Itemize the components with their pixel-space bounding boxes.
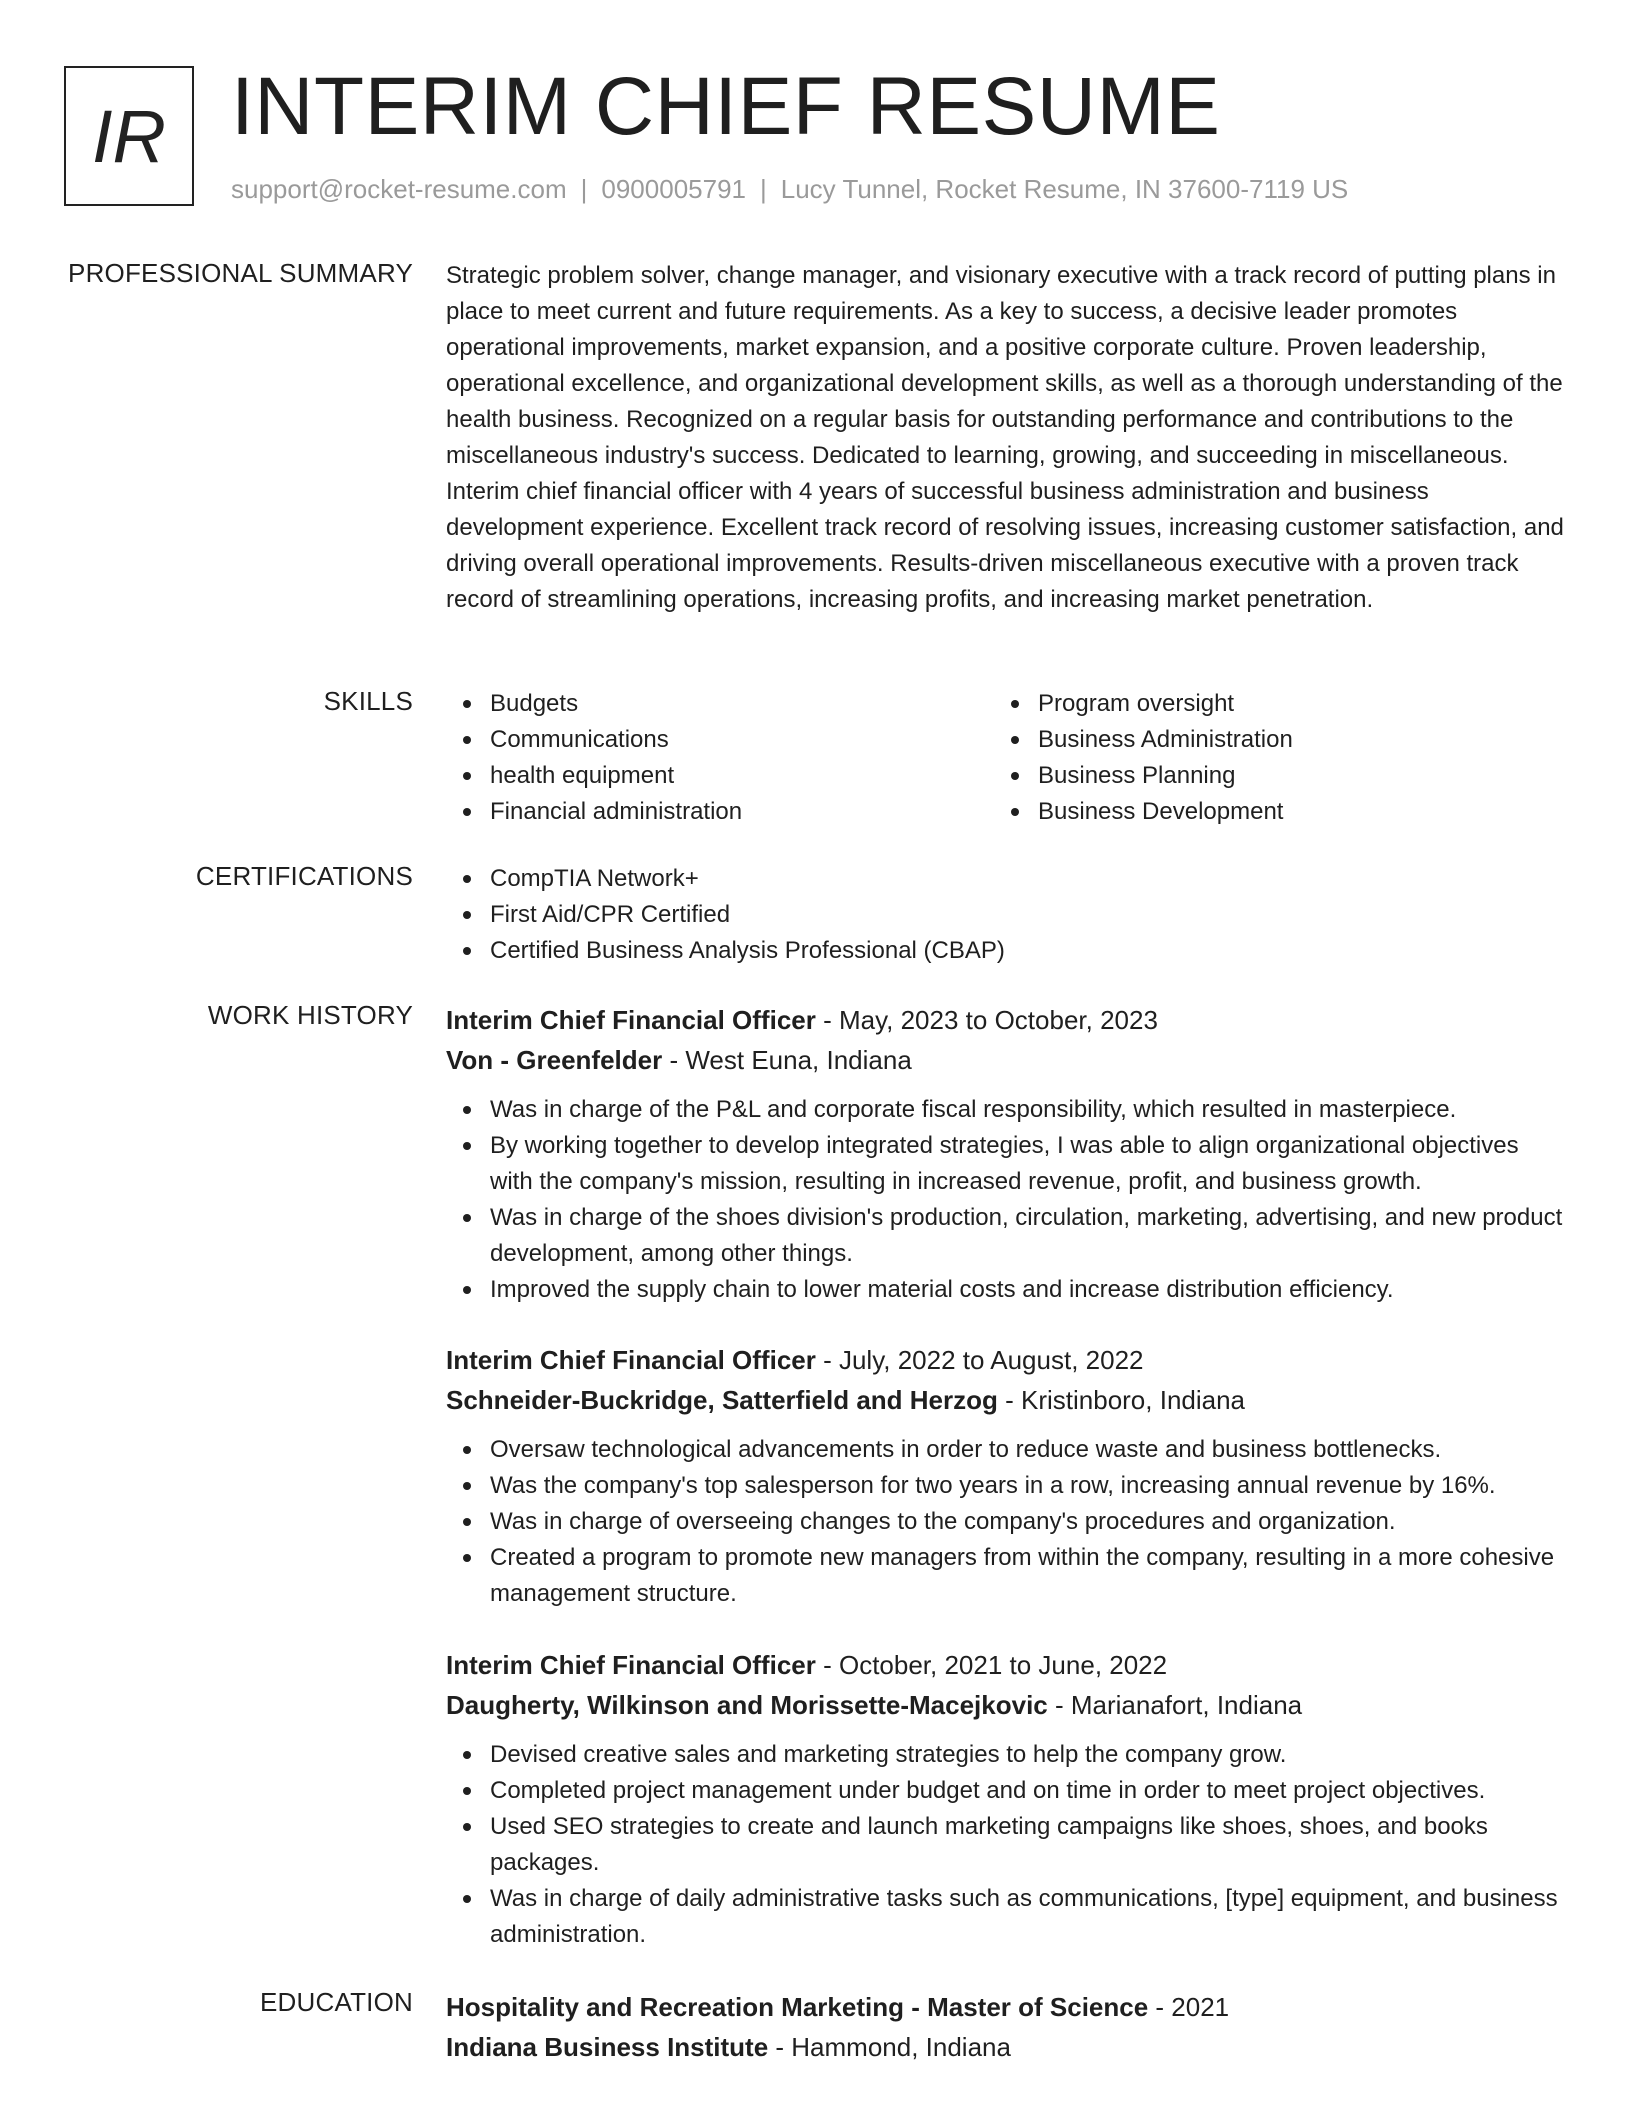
job-entry bbox=[446, 1000, 1566, 1308]
job-bullet: Was in charge of daily administrative tasks such as communications, [type] equipment, and business administration. bbox=[446, 1881, 1566, 1953]
job-company: Daugherty, Wilkinson and Morissette-Macejkovic bbox=[446, 1690, 1048, 1720]
skill-item: Budgets bbox=[446, 686, 994, 722]
job-bullet: Oversaw technological advancements in order to reduce waste and business bottlenecks. bbox=[446, 1432, 1566, 1468]
job-bullets bbox=[446, 1737, 1566, 1953]
section-label-certifications: CERTIFICATIONS bbox=[195, 861, 413, 891]
job-bullet: Improved the supply chain to lower material costs and increase distribution efficiency. bbox=[446, 1272, 1566, 1308]
job-company: Schneider-Buckridge, Satterfield and Herzog bbox=[446, 1385, 998, 1415]
job-title: Interim Chief Financial Officer bbox=[446, 1005, 816, 1035]
job-bullets bbox=[446, 1092, 1566, 1308]
job-title: Interim Chief Financial Officer bbox=[446, 1650, 816, 1680]
job-entry bbox=[446, 1340, 1566, 1612]
contact-separator: | bbox=[580, 174, 588, 204]
education-degree: Hospitality and Recreation Marketing - Master of Science bbox=[446, 1992, 1149, 2022]
contact-phone[interactable]: 0900005791 bbox=[601, 174, 746, 204]
education-school-line bbox=[446, 2027, 1566, 2067]
work-history-body bbox=[446, 1000, 1566, 1948]
section-label-work-history: WORK HISTORY bbox=[207, 1000, 413, 1030]
certification-item: First Aid/CPR Certified bbox=[446, 897, 1566, 933]
job-location: - Kristinboro, Indiana bbox=[997, 1385, 1246, 1415]
job-bullets bbox=[446, 1432, 1566, 1612]
skill-item: Financial administration bbox=[446, 794, 994, 830]
education-year: - 2021 bbox=[1148, 1992, 1230, 2022]
contact-separator: | bbox=[760, 174, 767, 204]
skills-list-left bbox=[446, 686, 994, 830]
resume-title: INTERIM CHIEF RESUME bbox=[231, 61, 1221, 152]
skills-body bbox=[446, 686, 1566, 830]
skill-item: Program oversight bbox=[994, 686, 1542, 722]
job-dates: - July, 2022 to August, 2022 bbox=[815, 1345, 1144, 1375]
job-company: Von - Greenfelder bbox=[446, 1045, 663, 1075]
skill-item: Communications bbox=[446, 722, 994, 758]
certification-item: CompTIA Network+ bbox=[446, 861, 1566, 897]
job-title-line bbox=[446, 1000, 1566, 1040]
job-location: - West Euna, Indiana bbox=[662, 1045, 912, 1075]
job-bullet: Completed project management under budget and on time in order to meet project objectives. bbox=[446, 1773, 1566, 1809]
job-bullet: Was in charge of overseeing changes to the company's procedures and organization. bbox=[446, 1504, 1566, 1540]
job-bullet: By working together to develop integrated strategies, I was able to align organizational objectives with the company's mission, resulting in increased revenue, profit, and business growth. bbox=[446, 1128, 1566, 1200]
education-school: Indiana Business Institute bbox=[446, 2032, 769, 2062]
skills-list-right bbox=[994, 686, 1542, 830]
job-title-line bbox=[446, 1645, 1566, 1685]
skill-item: health equipment bbox=[446, 758, 994, 794]
education-degree-line bbox=[446, 1987, 1566, 2027]
contact-email[interactable]: support@rocket-resume.com bbox=[231, 174, 567, 204]
certifications-body bbox=[446, 861, 1566, 969]
job-title: Interim Chief Financial Officer bbox=[446, 1345, 816, 1375]
contact-address: Lucy Tunnel, Rocket Resume, IN 37600-7119 US bbox=[780, 174, 1349, 204]
skill-item: Business Administration bbox=[994, 722, 1542, 758]
skill-item: Business Development bbox=[994, 794, 1542, 830]
job-bullet: Used SEO strategies to create and launch marketing campaigns like shoes, shoes, and books packages. bbox=[446, 1809, 1566, 1881]
summary-body bbox=[446, 258, 1566, 618]
job-dates: - May, 2023 to October, 2023 bbox=[815, 1005, 1158, 1035]
job-company-line bbox=[446, 1685, 1566, 1725]
job-location: - Marianafort, Indiana bbox=[1047, 1690, 1303, 1720]
resume-header bbox=[64, 61, 1568, 210]
job-company-line bbox=[446, 1040, 1566, 1080]
job-entry bbox=[446, 1645, 1566, 1953]
job-bullet: Created a program to promote new managers from within the company, resulting in a more cohesive management structure. bbox=[446, 1540, 1566, 1612]
certifications-list bbox=[446, 861, 1566, 969]
section-label-skills: SKILLS bbox=[323, 686, 413, 716]
job-bullet: Devised creative sales and marketing strategies to help the company grow. bbox=[446, 1737, 1566, 1773]
education-location: - Hammond, Indiana bbox=[768, 2032, 1011, 2062]
section-label-summary: PROFESSIONAL SUMMARY bbox=[68, 258, 413, 288]
contact-line bbox=[231, 174, 1348, 205]
job-company-line bbox=[446, 1380, 1566, 1420]
job-bullet: Was the company's top salesperson for two years in a row, increasing annual revenue by 16%. bbox=[446, 1468, 1566, 1504]
certification-item: Certified Business Analysis Professional (CBAP) bbox=[446, 933, 1566, 969]
job-bullet: Was in charge of the shoes division's production, circulation, marketing, advertising, and new product development, among other things. bbox=[446, 1200, 1566, 1272]
job-bullet: Was in charge of the P&L and corporate fiscal responsibility, which resulted in masterpiece. bbox=[446, 1092, 1566, 1128]
monogram-logo: IR bbox=[64, 66, 194, 206]
education-body bbox=[446, 1987, 1566, 2067]
job-title-line bbox=[446, 1340, 1566, 1380]
section-label-education: EDUCATION bbox=[260, 1987, 413, 2017]
skill-item: Business Planning bbox=[994, 758, 1542, 794]
summary-text: Strategic problem solver, change manager, and visionary executive with a track record of putting plans in place to meet current and future requirements. As a key to success, a decisive leader promotes operational improvements, market expansion, and a positive corporate culture. Proven leadership, operational excellence, and organizational development skills, as well as a thorough understanding of the health business. Recognized on a regular basis for outstanding performance and contributions to the miscellaneous industry's success. Dedicated to learning, growing, and succeeding in miscellaneous. Interim chief financial officer with 4 years of successful business administration and business development experience. Excellent track record of resolving issues, increasing customer satisfaction, and driving overall operational improvements. Results-driven miscellaneous executive with a proven track record of streamlining operations, increasing profits, and increasing market penetration. bbox=[446, 262, 1564, 613]
job-dates: - October, 2021 to June, 2022 bbox=[815, 1650, 1168, 1680]
